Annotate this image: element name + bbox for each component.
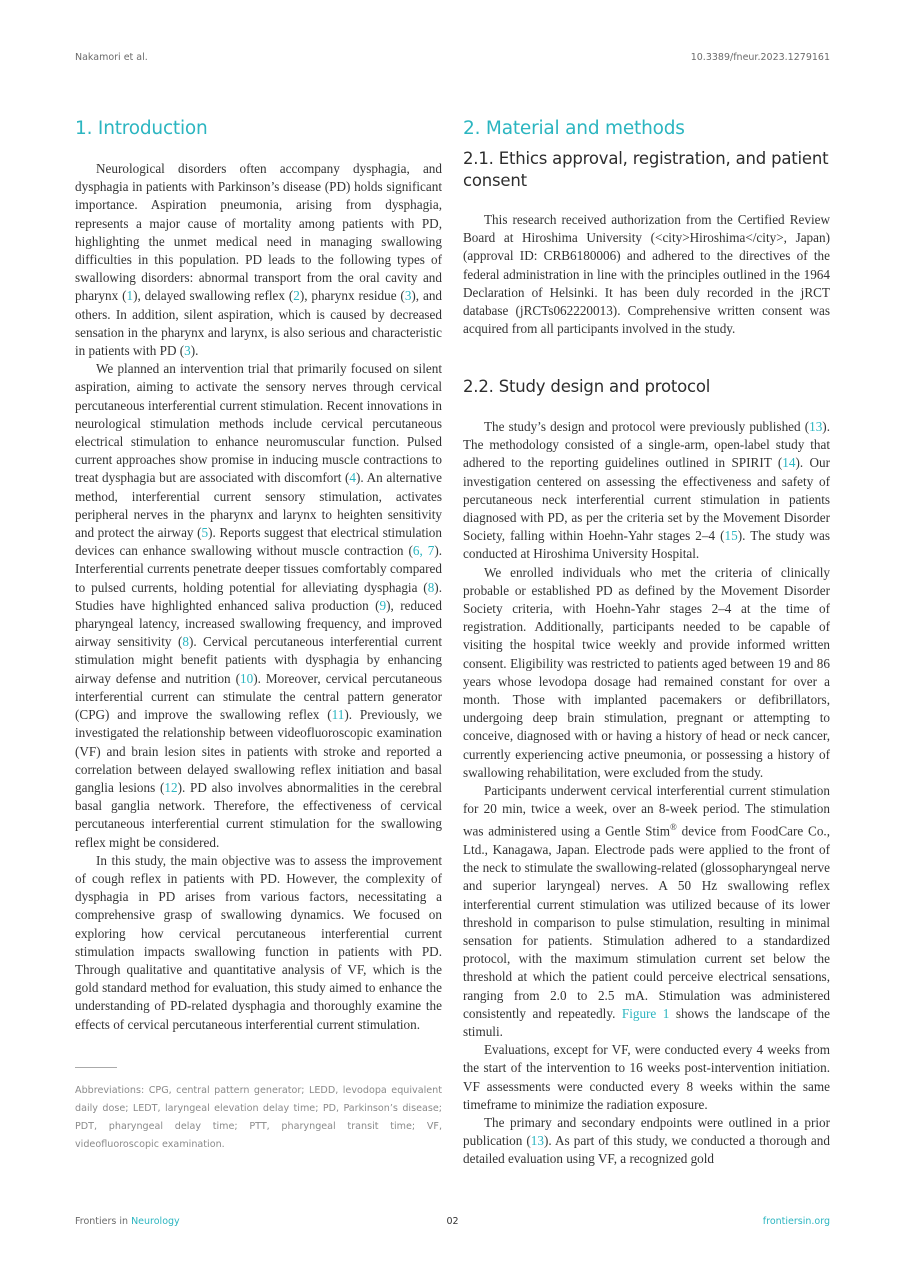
subsection-title-ethics: 2.1. Ethics approval, registration, and patient consent <box>463 149 829 190</box>
footer-journal: Frontiers in Neurology <box>75 1216 180 1227</box>
citation-link[interactable]: 3 <box>404 288 412 304</box>
citation-link[interactable]: 13 <box>809 418 823 434</box>
design-paragraph-5: The primary and secondary endpoints were outlined in a prior publication (13). As part of this study, we conducted a thorough and detailed evaluation using VF, a recognized gold <box>463 1115 830 1167</box>
design-paragraph-4: Evaluations, except for VF, were conducted every 4 weeks from the start of the intervention to 16 weeks post-intervention initiation. VF assessments were conducted every 8 weeks within the same timeframe to minimize the radiation exposure. <box>463 1042 830 1112</box>
site-link[interactable]: frontiersin.org <box>762 1216 830 1227</box>
design-paragraph-2: We enrolled individuals who met the criteria of clinically probable or established PD as defined by the Movement Disorder Society criteria, with Hoehn-Yahr stages 2–4 at the time of registration. Additionally, participants needed to be capable of visiting the hospital twice weekly and provide informed written consent. Eligibility was restricted to patients aged between 19 and 86 years whose levodopa dosage had remained constant for over a month. Those with implanted pacemakers or defibrillators, undergoing deep brain stimulation, pregnant or attempting to conceive, diagnosed with or having a history of head or neck cancer, currently experiencing active pneumonia, or possessing a history of swallowing rehabilitation, were excluded from the study. <box>463 564 830 780</box>
citation-link[interactable]: 15 <box>724 528 738 544</box>
citation-link[interactable]: 8 <box>427 579 435 595</box>
right-column <box>463 116 830 1169</box>
design-paragraph-3: Participants underwent cervical interferential current stimulation for 20 min, twice a week, over an 8-week period. The stimulation was administered using a Gentle Stim® device from FoodCare Co., Ltd., Kanagawa, Japan. Electrode pads were applied to the front of the neck to stimulate the swallowing-related (glossopharyngeal nerve and superior laryngeal) nerves. A 50 Hz swallowing reflex interferential current stimulation was utilized because of its lower threshold in comparison to pulse stimulation, resulting in minimal sensation for patients. Stimulation adhered to a standardized protocol, with the maximum stimulation current set below the threshold at which the patient could perceive electrical sensations, ranging from 2.0 to 2.5 mA. Stimulation was administered consistently and repeatedly. Figure 1 shows the landscape of the stimuli. <box>463 782 831 1040</box>
section-title-methods: 2. Material and methods <box>463 118 685 139</box>
citation-link[interactable]: 5 <box>201 525 209 541</box>
citation-link[interactable]: 13 <box>530 1133 544 1149</box>
citation-link[interactable]: 3 <box>184 343 191 359</box>
intro-paragraph-1: Neurological disorders often accompany dysphagia, and dysphagia in patients with Parkinson’s disease (PD) holds significant importance. Aspiration pneumonia, arising from dysphagia, represents a major cause of mortality among patients with PD, highlighting the unmet medical need in managing swallowing difficulties in this population. PD leads to the following types of swallowing disorders: abnormal transport from the oral cavity and pharynx (1), delayed swallowing reflex (2), pharynx residue (3), and others. In addition, silent aspiration, which is caused by decreased sensation in the pharynx and larynx, is also serious and characteristic in patients with PD (3). <box>75 161 443 359</box>
registered-trademark-symbol: ® <box>670 822 677 833</box>
citation-link[interactable]: 12 <box>164 779 178 795</box>
citation-link[interactable]: 1 <box>126 288 134 304</box>
citation-link[interactable]: 9 <box>379 597 387 613</box>
running-head-doi: 10.3389/fneur.2023.1279161 <box>690 52 830 63</box>
footnote-divider <box>75 1067 117 1068</box>
citation-link[interactable]: 11 <box>331 707 345 723</box>
left-column <box>75 116 442 1154</box>
journal-name-link[interactable]: Neurology <box>131 1216 180 1227</box>
abbreviations-footnote: Abbreviations: CPG, central pattern generator; LEDD, levodopa equivalent daily dose; LEDT, laryngeal elevation delay time; PD, Parkinson’s disease; PDT, pharyngeal delay time; PTT, pharyngeal transit time; VF, videofluoroscopic examination. <box>75 1084 442 1150</box>
citation-link[interactable]: 2 <box>293 288 300 304</box>
citation-link[interactable]: 10 <box>240 670 254 686</box>
citation-link[interactable]: 8 <box>182 634 189 650</box>
intro-paragraph-3: In this study, the main objective was to assess the improvement of cough reflex in patients with PD. However, the complexity of dysphagia in PD arises from various factors, necessitating a comprehensive grasp of swallowing dynamics. We focused on exploring how cervical percutaneous interferential current stimulation impacts swallowing function in patients with PD. Through qualitative and quantitative analysis of VF, which is the gold standard method for evaluation, this study aimed to enhance the understanding of PD-related dysphagia and thoroughly examine the effects of cervical percutaneous interferential current stimulation. <box>75 852 442 1032</box>
citation-link[interactable]: 6, 7 <box>412 543 435 559</box>
design-paragraph-1: The study’s design and protocol were previously published (13). The methodology consisted of a single-arm, open-label study that adhered to the reporting guidelines outlined in SPIRIT (14). Our investigation centered on assessing the effectiveness and safety of percutaneous neck interferential current stimulation in patients diagnosed with PD, as per the criteria set by the Movement Disorder Society, falling within Hoehn-Yahr stages 2–4 (15). The study was conducted at Hiroshima University Hospital. <box>463 418 830 562</box>
intro-paragraph-2: We planned an intervention trial that primarily focused on silent aspiration, aiming to activate the sensory nerves through cervical percutaneous interferential current stimulation. Recent innovations in neurological stimulation methods include cervical percutaneous electrical stimulation to enhance neuromuscular function. Pulsed current approaches show promise in inducing muscle contractions to treat dysphagia but are associated with discomfort (4). An alternative method, interferential current sensory stimulation, activates peripheral nerves in the pharynx and larynx to heighten sensitivity and protect the airway (5). Reports suggest that electrical stimulation devices can enhance swallowing without muscle contraction (6, 7). Interferential currents penetrate deeper tissues comfortably compared to pulsed currents, holding potential for alleviating dysphagia (8). Studies have highlighted enhanced saliva production (9), reduced pharyngeal latency, increased swallowing frequency, and improved airway sensitivity (8). Cervical percutaneous interferential current stimulation might benefit patients with dysphagia by enhancing airway defense and nutrition (10). Moreover, cervical percutaneous interferential current can stimulate the central pattern generator (CPG) and improve the swallowing reflex (11). Previously, we investigated the relationship between videofluoroscopic examination (VF) and brain lesion sites in patients with stroke and reported a correlation between delayed swallowing reflex initiation and basal ganglia lesions (12). PD also involves abnormalities in the cerebral basal ganglia network. Therefore, the effectiveness of cervical percutaneous interferential current stimulation for the swallowing reflex might be considered. <box>75 361 443 850</box>
citation-link[interactable]: 14 <box>782 455 796 471</box>
section-title-introduction: 1. Introduction <box>75 118 208 139</box>
citation-link[interactable]: 4 <box>349 470 357 486</box>
ethics-paragraph: This research received authorization from the Certified Review Board at Hiroshima University (<city>Hiroshima</city>, Japan) (approval ID: CRB6180006) and adhered to the directives of the federal administration in line with the principles outlined in the 1964 Declaration of Helsinki. It has been duly recorded in the jRCT database (jRCTs062220013). Comprehensive written consent was acquired from all participants involved in the study. <box>463 212 830 337</box>
running-head-authors: Nakamori et al. <box>75 52 148 63</box>
page-number: 02 <box>446 1216 459 1227</box>
subsection-title-study-design: 2.2. Study design and protocol <box>463 377 711 397</box>
figure-link[interactable]: Figure 1 <box>621 1005 670 1021</box>
